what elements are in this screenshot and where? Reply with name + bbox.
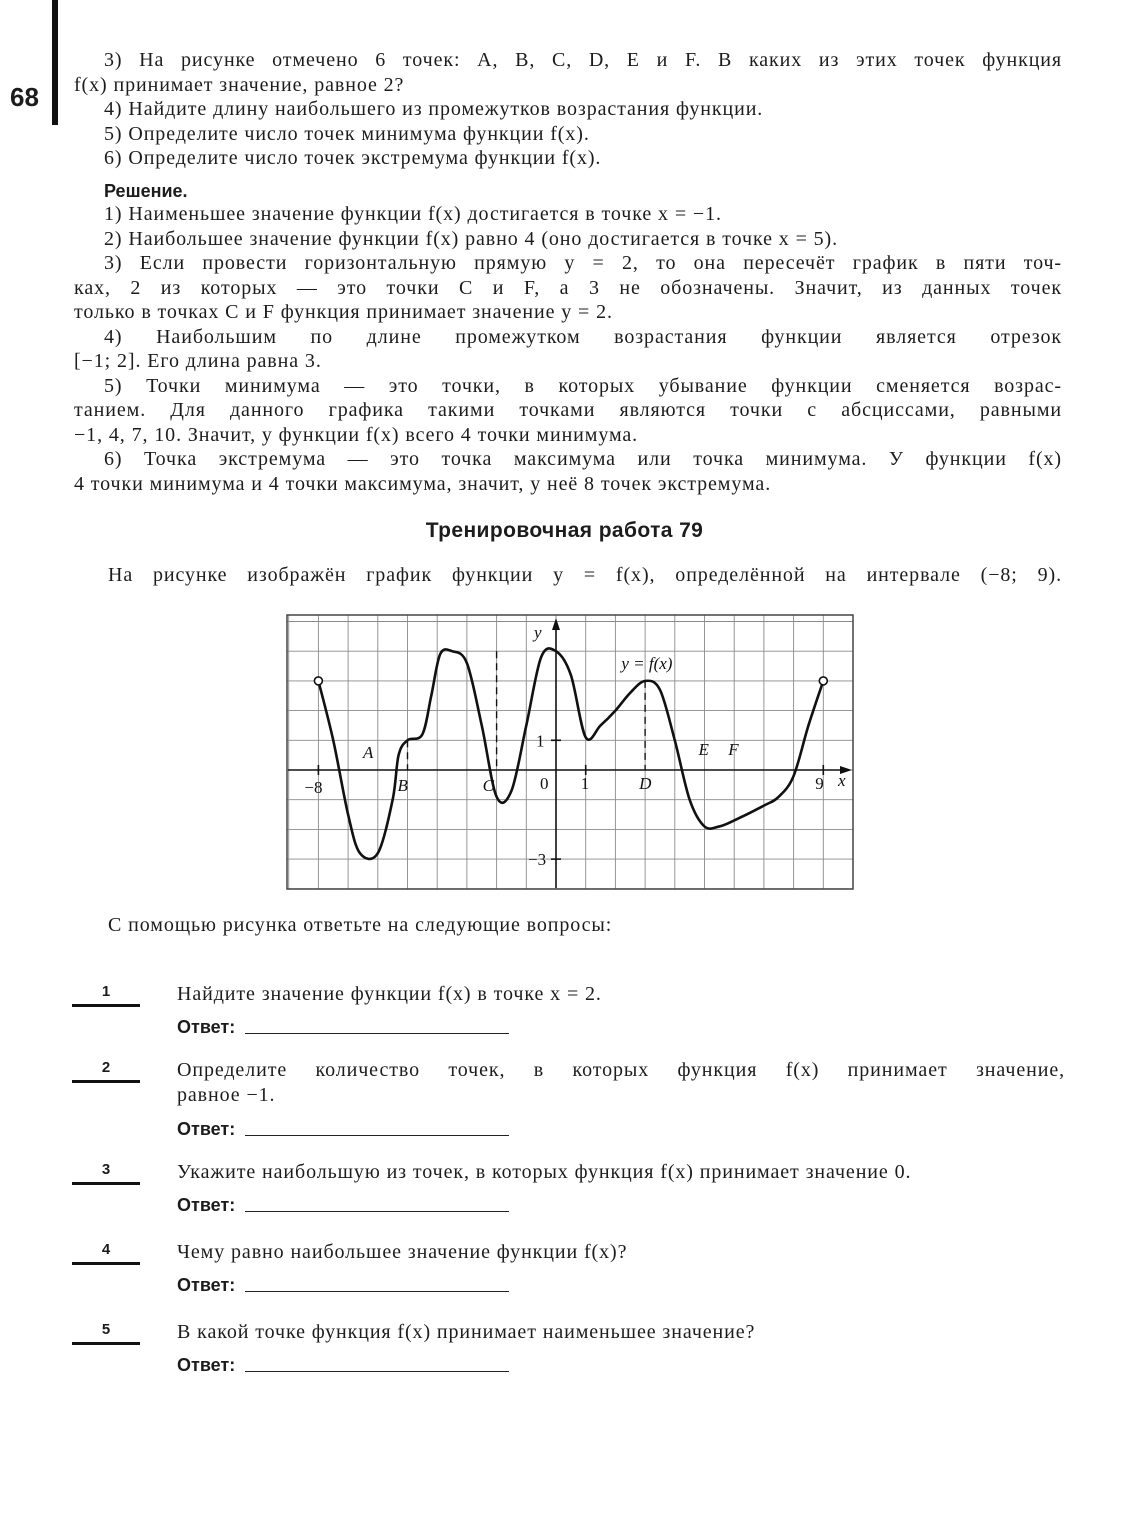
- question-number: 4: [101, 1241, 111, 1258]
- solution-line: −1, 4, 7, 10. Значит, у функции f(x) всего 4 точки минимума.: [74, 423, 639, 446]
- answer-row: [177, 1274, 509, 1296]
- task-line: 4) Найдите длину наибольшего из промежутков возрастания функции.: [104, 98, 764, 120]
- point-label-e: E: [698, 740, 709, 760]
- question-number: 5: [101, 1321, 111, 1338]
- question-number-rule: [72, 1080, 140, 1083]
- tick-label-y-one: 1: [536, 731, 545, 751]
- y-axis-arrow: [552, 618, 560, 630]
- task-line: 5) Определите число точек минимума функции f(x).: [104, 122, 590, 145]
- question-text: Чему равно наибольшее значение функции f(x)?: [177, 1241, 628, 1263]
- page-margin-bar: [52, 0, 58, 125]
- question-number-rule: [72, 1004, 140, 1007]
- section-title: Тренировочная работа 79: [425, 519, 704, 542]
- question-number: 2: [101, 1059, 111, 1076]
- answer-field[interactable]: [245, 1211, 509, 1212]
- solution-line: 4 точки минимума и 4 точки максимума, значит, у неё 8 точек экстремума.: [74, 472, 772, 495]
- function-graph: [286, 614, 854, 890]
- solution-line: 2) Наибольшее значение функции f(x) равно 4 (оно достигается в точке x = 5).: [104, 227, 839, 250]
- solution-line: [−1; 2]. Его длина равна 3.: [74, 350, 322, 372]
- point-label-c: C: [482, 776, 494, 795]
- open-endpoint-right: [819, 677, 827, 685]
- question-text: В какой точке функция f(x) принимает наименьшее значение?: [177, 1321, 756, 1343]
- solution-line: 4) Наибольшим по длине промежутком возрастания функции является отрезок: [104, 325, 1062, 348]
- answer-label: Ответ:: [177, 1355, 236, 1375]
- point-label-a: A: [362, 743, 374, 763]
- solution-line: 3) Если провести горизонтальную прямую y = 2, то она пересечёт график в пяти точ-: [104, 252, 1062, 274]
- task-line: 3) На рисунке отмечено 6 точек: A, B, C, D, E и F. В каких из этих точек функция: [104, 49, 1062, 71]
- answer-label: Ответ:: [177, 1195, 236, 1215]
- task-line: f(x) принимает значение, равное 2?: [74, 73, 405, 96]
- question-text: Найдите значение функции f(x) в точке x = 2.: [177, 983, 602, 1005]
- open-endpoint-left: [314, 677, 322, 685]
- point-label-b: B: [397, 776, 408, 795]
- solution-line: 6) Точка экстремума — это точка максимума или точка минимума. У функции f(x): [104, 448, 1062, 470]
- question-number: 1: [101, 983, 111, 1000]
- x-axis-label: x: [838, 771, 846, 790]
- solution-line: ках, 2 из которых — это точки C и F, а 3 не обозначены. Значит, из данных точек: [74, 276, 1062, 299]
- question-text: равное −1.: [177, 1084, 276, 1106]
- tick-label-y-min: −3: [528, 850, 547, 870]
- function-label: y = f(x): [621, 654, 673, 674]
- answer-label: Ответ:: [177, 1017, 236, 1037]
- answer-field[interactable]: [245, 1135, 509, 1136]
- question-text: Укажите наибольшую из точек, в которых функция f(x) принимает значение 0.: [177, 1161, 912, 1183]
- question-number: 3: [101, 1161, 111, 1178]
- question-text: Определите количество точек, в которых функция f(x) принимает значение,: [177, 1059, 1065, 1081]
- answer-row: [177, 1118, 509, 1140]
- y-axis-label: y: [534, 623, 542, 642]
- tick-label-x-zero: 0: [540, 774, 549, 793]
- solution-line: 1) Наименьшее значение функции f(x) достигается в точке x = −1.: [104, 203, 722, 225]
- point-label-d: D: [639, 774, 652, 793]
- solution-block: [74, 172, 1062, 496]
- answer-field[interactable]: [245, 1291, 509, 1292]
- solution-line: только в точках C и F функция принимает значение y = 2.: [74, 301, 613, 323]
- solution-heading: Решение.: [104, 181, 188, 201]
- answer-row: [177, 1016, 509, 1038]
- answer-label: Ответ:: [177, 1275, 236, 1295]
- question-number-rule: [72, 1342, 140, 1345]
- solution-line: танием. Для данного графика такими точками являются точки с абсциссами, равными: [74, 399, 1062, 421]
- tick-label-x-one: 1: [580, 774, 590, 793]
- tick-label-x-max: 9: [815, 774, 824, 793]
- intro-text: На рисунке изображён график функции y = f(x), определённой на интервале (−8; 9).: [108, 564, 1062, 586]
- answer-row: [177, 1194, 509, 1216]
- question-number-rule: [72, 1262, 140, 1265]
- questions-prompt: С помощью рисунка ответьте на следующие вопросы:: [108, 914, 613, 936]
- previous-task-questions: [74, 48, 1062, 171]
- function-curve: [318, 648, 823, 859]
- point-label-f: F: [728, 740, 739, 760]
- answer-row: [177, 1354, 509, 1376]
- answer-field[interactable]: [245, 1371, 509, 1372]
- question-number-rule: [72, 1182, 140, 1185]
- task-line: 6) Определите число точек экстремума функции f(x).: [104, 147, 602, 169]
- answer-field[interactable]: [245, 1033, 509, 1034]
- answer-label: Ответ:: [177, 1119, 236, 1139]
- page-number: 68: [10, 82, 39, 112]
- tick-label-x-min: −8: [304, 778, 323, 797]
- solution-line: 5) Точки минимума — это точки, в которых убывание функции сменяется возрас-: [104, 374, 1062, 397]
